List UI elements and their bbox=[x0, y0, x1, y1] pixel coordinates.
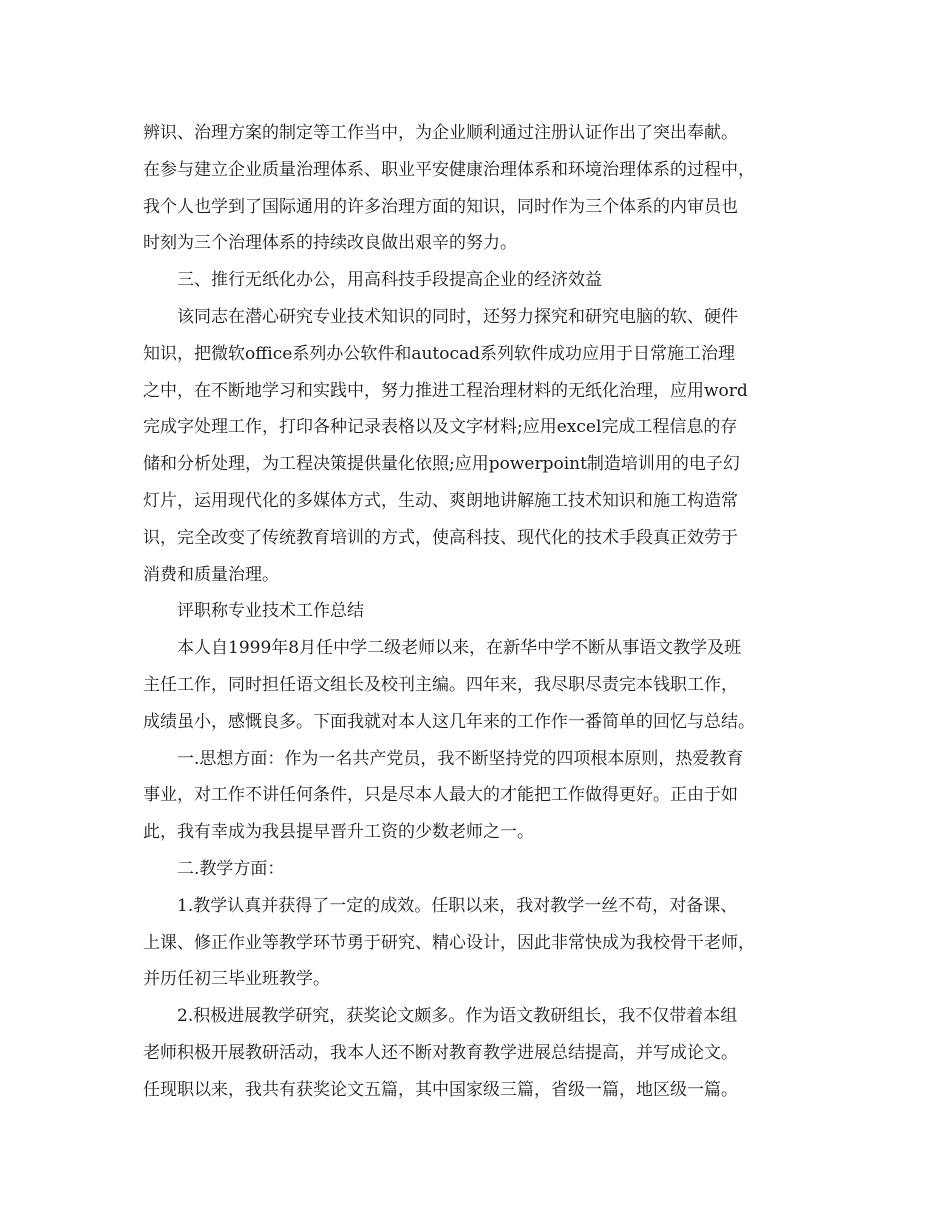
text-line: 2.积极进展教学研究，获奖论文颇多。作为语文教研组长，我不仅带着本组 bbox=[177, 1006, 738, 1027]
text-line: 此，我有幸成为我县提早晋升工资的少数老师之一。 bbox=[143, 822, 534, 843]
text-line: 三、推行无纸化办公，用高科技手段提高企业的经济效益 bbox=[177, 270, 602, 291]
text-line: 知识，把微软office系列办公软件和autocad系列软件成功应用于日常施工治理 bbox=[143, 343, 736, 364]
text-line: 上课、修正作业等教学环节勇于研究、精心设计，因此非常快成为我校骨干老师， bbox=[143, 932, 755, 953]
text-line: 辨识、治理方案的制定等工作当中，为企业顺利通过注册认证作出了突出奉献。 bbox=[143, 123, 738, 143]
text-line: 评职称专业技术工作总结 bbox=[177, 601, 364, 622]
document-body bbox=[143, 115, 815, 1109]
text-line: 任现职以来，我共有获奖论文五篇，其中国家级三篇，省级一篇，地区级一篇。 bbox=[143, 1079, 738, 1100]
text-line: 并历任初三毕业班教学。 bbox=[143, 969, 330, 990]
text-line: 主任工作，同时担任语文组长及校刊主编。四年来，我尽职尽责完本钱职工作， bbox=[143, 674, 738, 695]
text-line: 本人自1999年8月任中学二级老师以来，在新华中学不断从事语文教学及班 bbox=[177, 638, 742, 659]
text-line: 老师积极开展教研活动，我本人还不断对教育教学进展总结提高，并写成论文。 bbox=[143, 1042, 738, 1063]
text-line: 1.教学认真并获得了一定的成效。任职以来，我对教学一丝不苟，对备课、 bbox=[177, 895, 738, 916]
text-line: 完成字处理工作，打印各种记录表格以及文字材料;应用excel完成工程信息的存 bbox=[143, 417, 738, 438]
text-line: 成绩虽小，感慨良多。下面我就对本人这几年来的工作作一番简单的回忆与总结。 bbox=[143, 711, 755, 732]
text-line: 储和分析处理，为工程决策提供量化依照;应用powerpoint制造培训用的电子幻 bbox=[143, 454, 740, 475]
text-line: 消费和质量治理。 bbox=[143, 564, 279, 585]
text-line: 我个人也学到了国际通用的许多治理方面的知识，同时作为三个体系的内审员也 bbox=[143, 196, 738, 217]
text-line: 二.教学方面： bbox=[177, 858, 285, 879]
text-line: 灯片，运用现代化的多媒体方式，生动、爽朗地讲解施工技术知识和施工构造常 bbox=[143, 490, 738, 511]
text-line: 一.思想方面：作为一名共产党员，我不断坚持党的四项根本原则，热爱教育 bbox=[177, 748, 744, 769]
text-line: 事业，对工作不讲任何条件，只是尽本人最大的才能把工作做得更好。正由于如 bbox=[143, 785, 738, 806]
text-line: 在参与建立企业质量治理体系、职业平安健康治理体系和环境治理体系的过程中， bbox=[143, 159, 755, 180]
text-line: 识，完全改变了传统教育培训的方式，使高科技、现代化的技术手段真正效劳于 bbox=[143, 527, 738, 548]
text-line: 时刻为三个治理体系的持续改良做出艰辛的努力。 bbox=[143, 233, 517, 254]
text-line: 之中，在不断地学习和实践中，努力推进工程治理材料的无纸化治理，应用word bbox=[143, 380, 748, 401]
text-line: 该同志在潜心研究专业技术知识的同时，还努力探究和研究电脑的软、硬件 bbox=[177, 306, 738, 327]
